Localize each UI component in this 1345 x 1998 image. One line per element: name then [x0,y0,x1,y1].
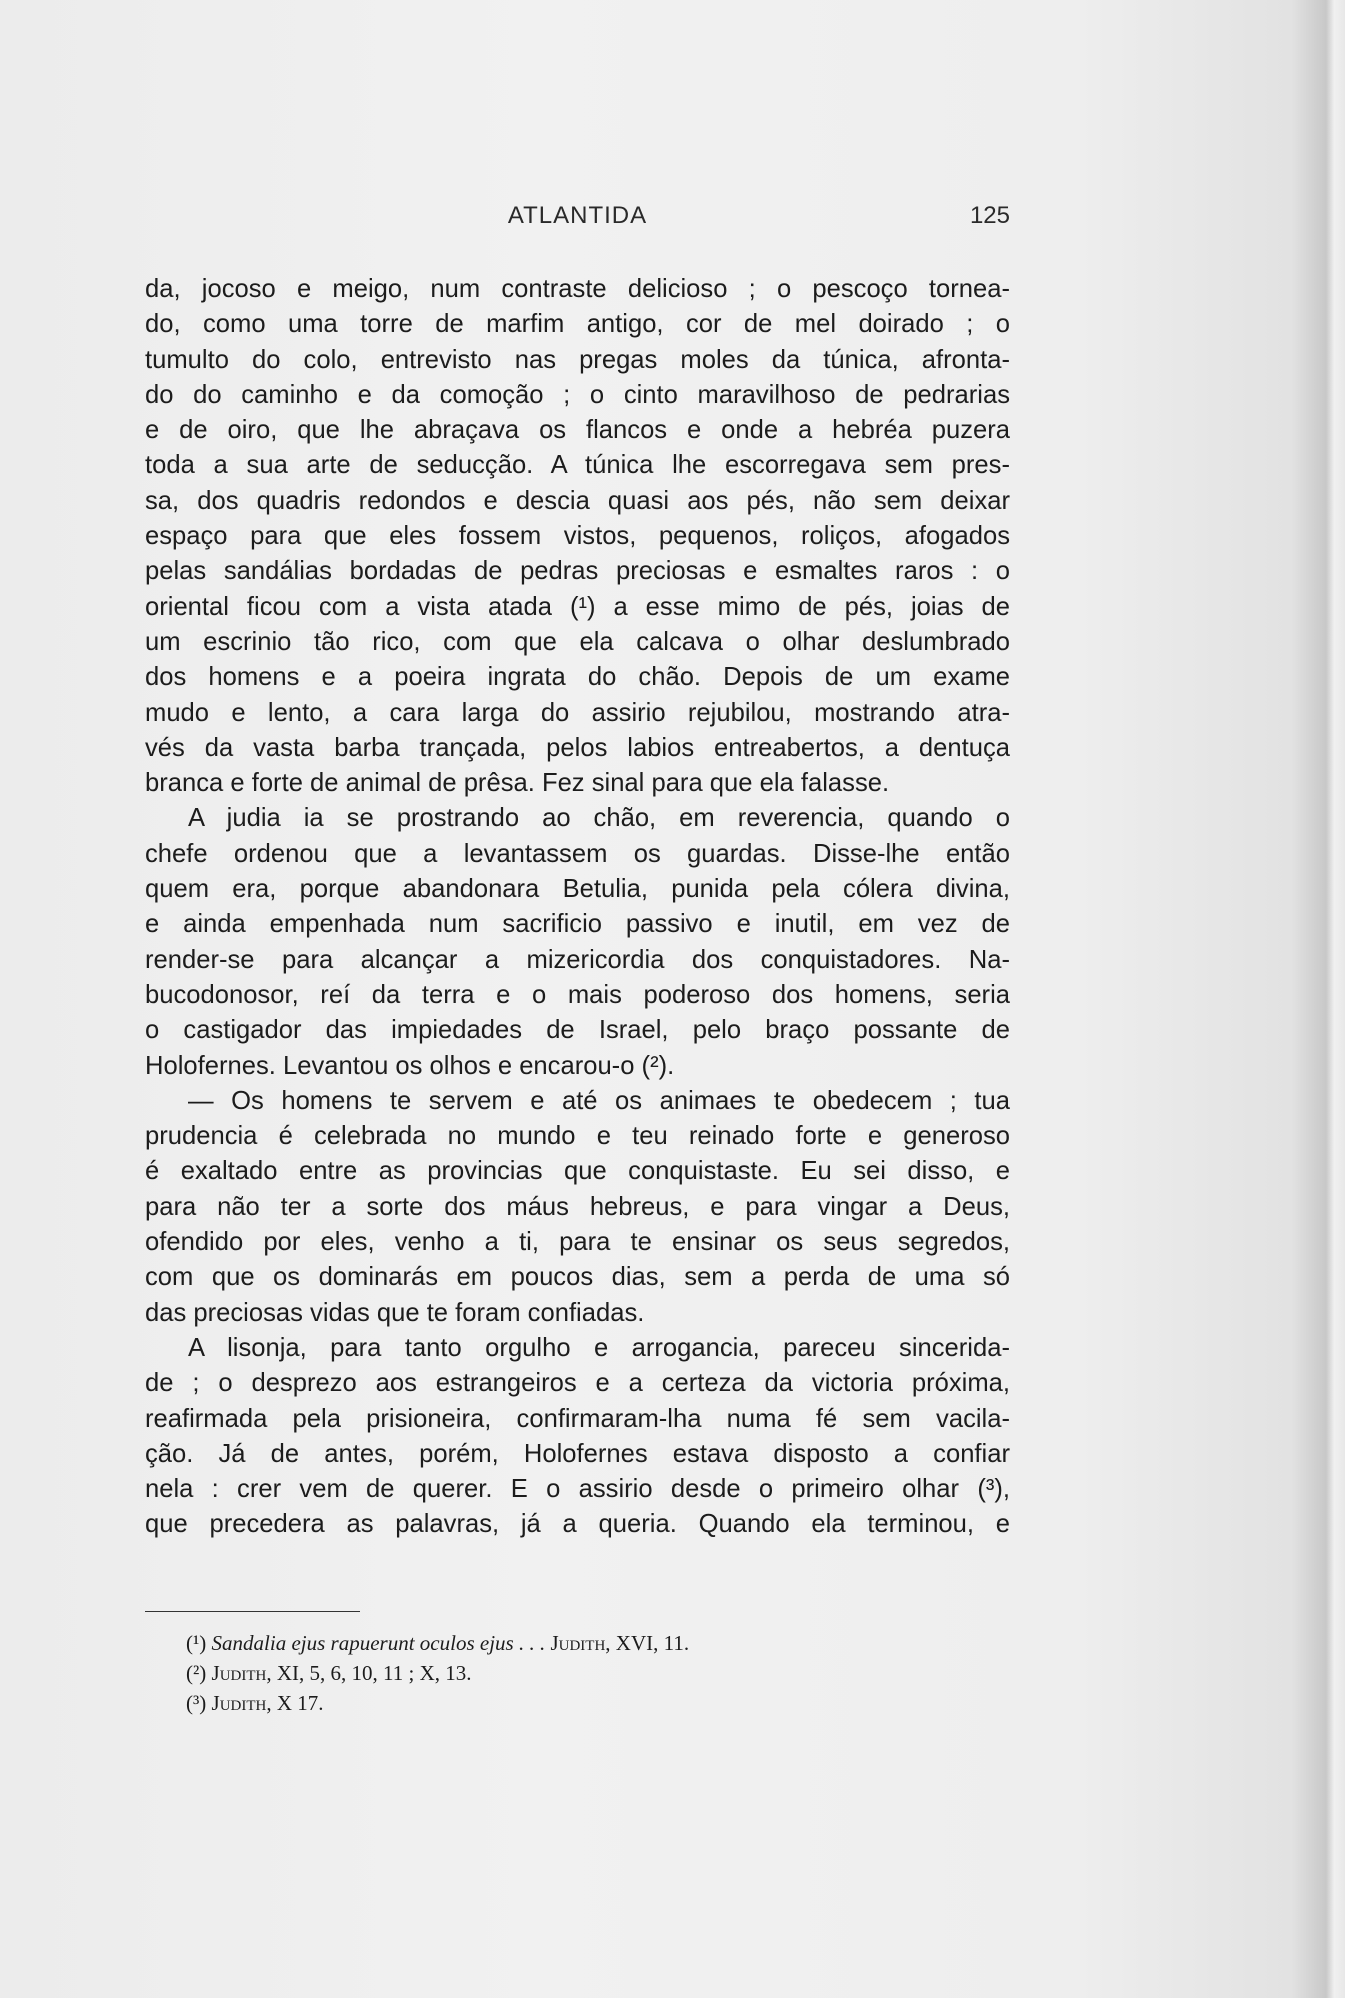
footnote-source: Judith [211,1691,267,1715]
text-line: toda a sua arte de seducção. A túnica lhe escorregava sem pres- [145,451,1010,480]
body-text [145,272,1010,1543]
text-line: o castigador das impiedades de Israel, pelo braço possante de [145,1016,1010,1045]
footnote-3 [186,1688,986,1718]
text-line: branca e forte de animal de prêsa. Fez sinal para que ela falasse. [145,769,890,798]
text-line: das preciosas vidas que te foram confiadas. [145,1298,645,1327]
footnote-reference: , X 17. [266,1691,324,1715]
footnote-marker: (¹) [186,1631,207,1655]
text-line: ofendido por eles, venho a ti, para te ensinar os seus segredos, [145,1228,1010,1257]
text-line: prudencia é celebrada no mundo e teu reinado forte e generoso [145,1122,1010,1151]
text-line: e ainda empenhada num sacrificio passivo e inutil, em vez de [145,910,1010,939]
footnote-2 [186,1658,986,1688]
text-line: do do caminho e da comoção ; o cinto maravilhoso de pedrarias [145,380,1010,409]
footnote-reference: , XI, 5, 6, 10, 11 ; X, 13. [266,1661,472,1685]
text-line: nela : crer vem de querer. E o assirio desde o primeiro olhar (³), [145,1475,1010,1504]
running-title: ATLANTIDA [507,202,648,229]
footnote-1 [186,1628,986,1658]
text-line: chefe ordenou que a levantassem os guardas. Disse-lhe então [145,839,1010,868]
text-line: tumulto do colo, entrevisto nas pregas moles da túnica, afronta- [145,345,1010,374]
text-line: de ; o desprezo aos estrangeiros e a certeza da victoria próxima, [145,1369,1010,1398]
footnote-reference: , XVI, 11. [605,1631,690,1655]
footnote-divider [145,1611,360,1612]
text-line: dos homens e a poeira ingrata do chão. Depois de um exame [145,663,1010,692]
text-line: para não ter a sorte dos máus hebreus, e para vingar a Deus, [145,1192,1010,1221]
text-line: e de oiro, que lhe abraçava os flancos e onde a hebréa puzera [145,416,1010,445]
footnote-citation: Sandalia ejus rapuerunt oculos ejus . . . [211,1631,546,1655]
text-line: sa, dos quadris redondos e descia quasi aos pés, não sem deixar [145,486,1010,515]
text-line: reafirmada pela prisioneira, confirmaram-lha numa fé sem vacila- [145,1404,1010,1433]
running-head [145,202,1010,236]
text-line: espaço para que eles fossem vistos, pequenos, roliços, afogados [145,522,1010,551]
text-line: vés da vasta barba trançada, pelos labios entreabertos, a dentuça [145,733,1010,762]
text-line: quem era, porque abandonara Betulia, punida pela cólera divina, [145,875,1010,904]
text-line: do, como uma torre de marfim antigo, cor de mel doirado ; o [145,310,1010,339]
footnote-source: Judith [550,1631,606,1655]
text-line: — Os homens te servem e até os animaes te obedecem ; tua [188,1086,1010,1115]
text-line: da, jocoso e meigo, num contraste delicioso ; o pescoço tornea- [145,275,1010,303]
text-line: é exaltado entre as provincias que conquistaste. Eu sei disso, e [145,1157,1010,1186]
text-line: que precedera as palavras, já a queria. Quando ela terminou, e [145,1510,1010,1539]
text-line: Holofernes. Levantou os olhos e encarou-o (²). [145,1051,675,1080]
text-line: A judia ia se prostrando ao chão, em reverencia, quando o [188,804,1010,833]
text-line: A lisonja, para tanto orgulho e arrogancia, pareceu sincerida- [188,1333,1010,1362]
text-line: pelas sandálias bordadas de pedras preciosas e esmaltes raros : o [145,557,1010,586]
text-line: com que os dominarás em poucos dias, sem a perda de uma só [145,1263,1010,1292]
footnotes [186,1628,986,1718]
text-line: bucodonosor, reí da terra e o mais poderoso dos homens, seria [145,980,1010,1009]
footnote-marker: (²) [186,1661,207,1685]
text-line: render-se para alcançar a mizericordia dos conquistadores. Na- [145,945,1010,974]
text-line: mudo e lento, a cara larga do assirio rejubilou, mostrando atra- [145,698,1010,727]
footnote-source: Judith [211,1661,267,1685]
text-line: ção. Já de antes, porém, Holofernes estava disposto a confiar [145,1439,1010,1468]
page-number: 125 [969,202,1010,229]
text-line: um escrinio tão rico, com que ela calcava o olhar deslumbrado [145,627,1010,656]
footnote-marker: (³) [186,1691,207,1715]
text-line: oriental ficou com a vista atada (¹) a esse mimo de pés, joias de [145,592,1010,621]
